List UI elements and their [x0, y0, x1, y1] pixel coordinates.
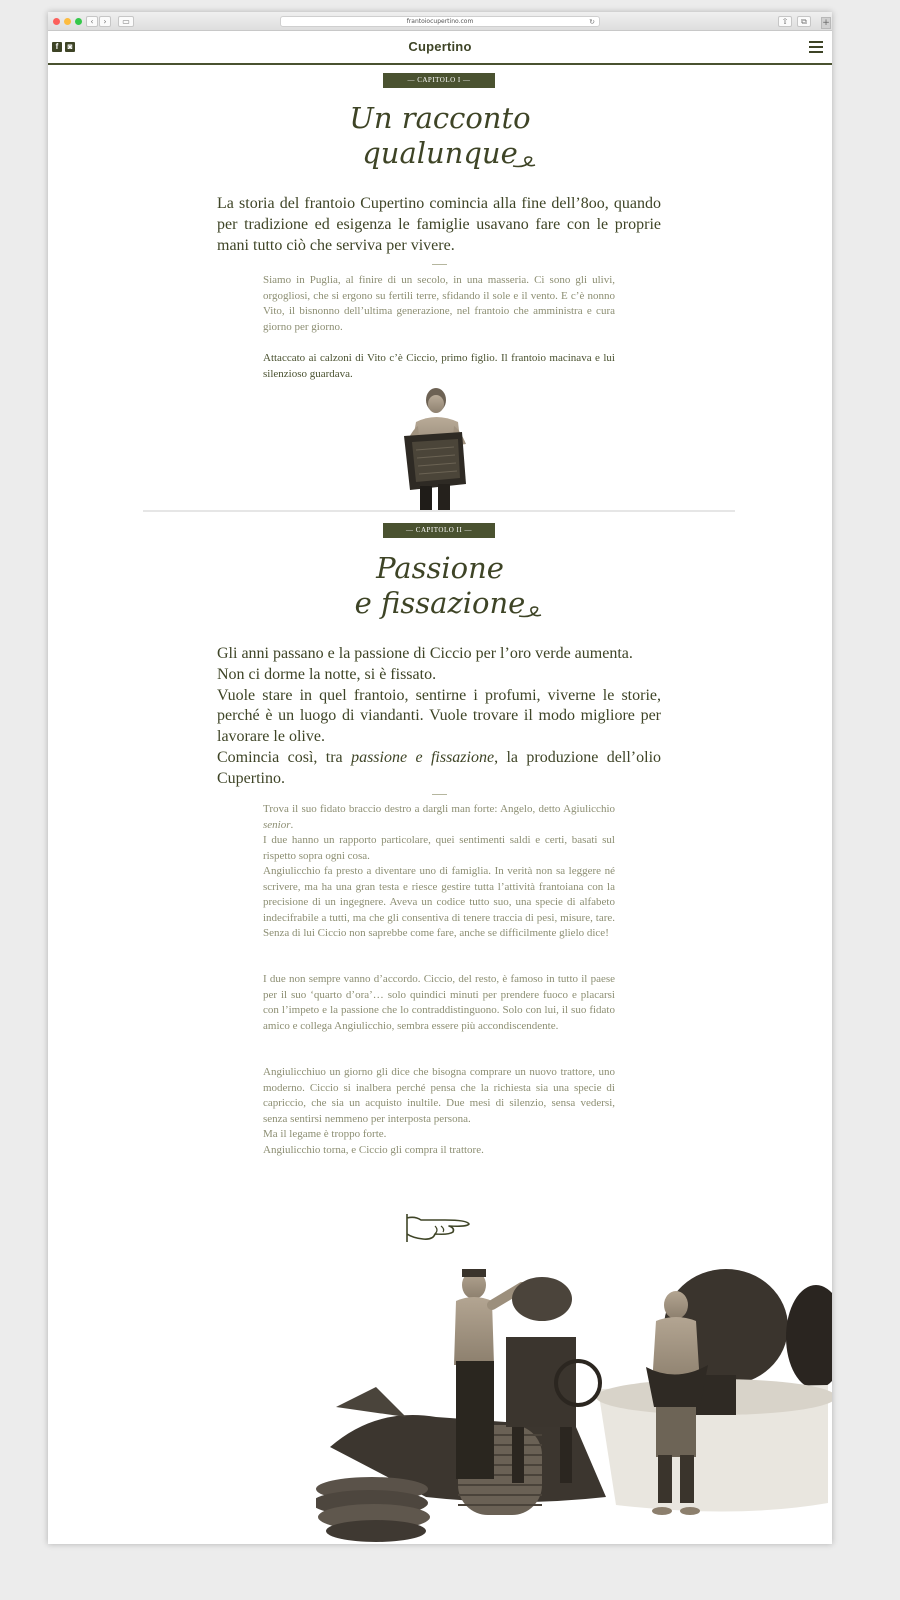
address-bar[interactable] — [280, 16, 600, 27]
section-divider — [143, 510, 735, 512]
chapter-2-title — [48, 551, 832, 621]
chapter-1-title-line1: Un racconto — [349, 101, 531, 135]
chapter-2-paragraph-3 — [263, 1065, 615, 1158]
site-logo[interactable]: Cupertino — [408, 39, 472, 54]
flourish-icon — [512, 152, 536, 170]
zoom-window-button[interactable] — [75, 18, 82, 25]
flourish-icon — [518, 602, 542, 620]
browser-window — [48, 12, 832, 1544]
chapter-1-badge: — CAPITOLO I — — [383, 73, 495, 88]
paragraph-line: Angiulicchiuo un giorno gli dice che bisogna comprare un nuovo trattore, uno moderno. Ciccio si inalbera perché pensa che la richiesta sia una specie di capriccio, che sia un acquisto inultile. Due mesi di silenzio, sensa vedersi, senza sentirsi nemmeno per interposta persona. — [263, 1066, 615, 1125]
url-text: frantoiocupertino.com — [406, 18, 474, 25]
hamburger-menu-icon[interactable] — [809, 41, 823, 53]
chapter-2-paragraph-2: I due non sempre vanno d’accordo. Ciccio, del resto, è famoso in tutto il paese per il suo ‘quarto d’ora’… solo quindici minuti per prendere fuoco e placarsi con l’impeto e la passione che lo contraddistinguono. Solo con lui, il suo fidato amico e collega Angiulicchio, sembra essere più accondiscendente. — [263, 973, 615, 1032]
chapter-2-title-line1: Passione — [376, 551, 504, 585]
chapter-1-title — [48, 101, 832, 171]
paragraph-emphasis: senior — [263, 818, 291, 831]
share-icon[interactable]: ⇧ — [778, 16, 792, 27]
sidebar-icon[interactable]: ▭ — [118, 16, 134, 27]
new-tab-icon[interactable]: + — [822, 18, 830, 28]
lead-text: , la produzione dell’olio Cupertino. — [217, 748, 662, 787]
chapter-2-lead-line-1: Gli anni passano e la passione di Ciccio per l’oro verde aumenta. — [217, 645, 633, 662]
browser-toolbar — [48, 12, 832, 31]
facebook-icon[interactable]: f — [52, 42, 62, 52]
instagram-icon[interactable]: ◙ — [65, 42, 75, 52]
chapter-2-lead — [217, 644, 661, 790]
chapter-1-title-line2: qualunque — [362, 136, 518, 170]
chapter-2-paragraph-1 — [263, 802, 615, 942]
lead-emphasis: passione e fissazione — [351, 748, 495, 766]
paragraph-line: Ma il legame è troppo forte. — [263, 1128, 387, 1140]
lead-text: Comincia così, tra — [217, 748, 352, 766]
chapter-2-title-line2: e fissazione — [354, 586, 526, 620]
pointing-hand-icon[interactable] — [405, 1210, 473, 1244]
back-icon[interactable]: ‹ — [86, 16, 98, 27]
chapter-1-lead: La storia del frantoio Cupertino comincia alla fine dell’8oo, quando per tradizione ed esigenza le famiglie usavano fare con le proprie mani tutto ciò che serviva per vivere. — [217, 195, 661, 254]
chapter-2-lead-line-4 — [217, 748, 661, 790]
chapter-2-lead-line-3: Vuole stare in quel frantoio, sentirne i profumi, viverne le storie, perché è un luogo di viandanti. Vuole trovare il modo migliore per lavorare le olive. — [217, 686, 661, 746]
tabs-icon[interactable]: ⧉ — [797, 16, 811, 27]
site-header — [48, 32, 832, 65]
paragraph-line: I due hanno un rapporto particolare, quei sentimenti saldi e certi, basati sul rispetto sopra ogni cosa. — [263, 834, 615, 862]
chapter-2-badge: — CAPITOLO II — — [383, 523, 495, 538]
separator-dash — [432, 264, 447, 265]
olive-mill-workers-photo — [316, 1257, 832, 1544]
reload-icon[interactable]: ↻ — [589, 18, 595, 26]
forward-icon[interactable]: › — [99, 16, 111, 27]
minimize-window-button[interactable] — [64, 18, 71, 25]
close-window-button[interactable] — [53, 18, 60, 25]
paragraph-text: . — [290, 818, 294, 831]
ciccio-vintage-photo — [396, 386, 476, 510]
paragraph-text: Trova il suo fidato braccio destro a dargli man forte: Angelo, detto Agiulicchio — [263, 803, 615, 815]
paragraph-line: Angiulicchio torna, e Ciccio gli compra il trattore. — [263, 1143, 484, 1156]
paragraph-line: Angiulicchio fa presto a diventare uno di famiglia. In verità non sa leggere né scrivere, ma ha una gran testa e riesce gestire tutta l’attività frantoiana con la precisione di un ingegnere. Aveva un codice tutto suo, una specie di alfabeto indecifrabile a tutti, ma che gli consentiva di tenere traccia di pesi, misure, tare. Senza di lui Ciccio non saprebbe come fare, anche se difficilmente glielo dice! — [263, 865, 615, 939]
chapter-2-lead-line-2: Non ci dorme la notte, si è fissato. — [217, 665, 437, 683]
chapter-1-paragraph-1: Siamo in Puglia, al finire di un secolo, in una masseria. Ci sono gli ulivi, orgogliosi, che si ergono su fertili terre, sfidando il sole e il vento. E c’è nonno Vito, il bisnonno dell’ultima generazione, nel frantoio che amministra e cura giorno per giorno. — [263, 274, 615, 333]
chapter-1-paragraph-2: Attaccato ai calzoni di Vito c’è Ciccio, primo figlio. Il frantoio macinava e lui silenzioso guardava. — [263, 352, 615, 380]
separator-dash — [432, 794, 447, 795]
paragraph-line — [263, 802, 615, 833]
